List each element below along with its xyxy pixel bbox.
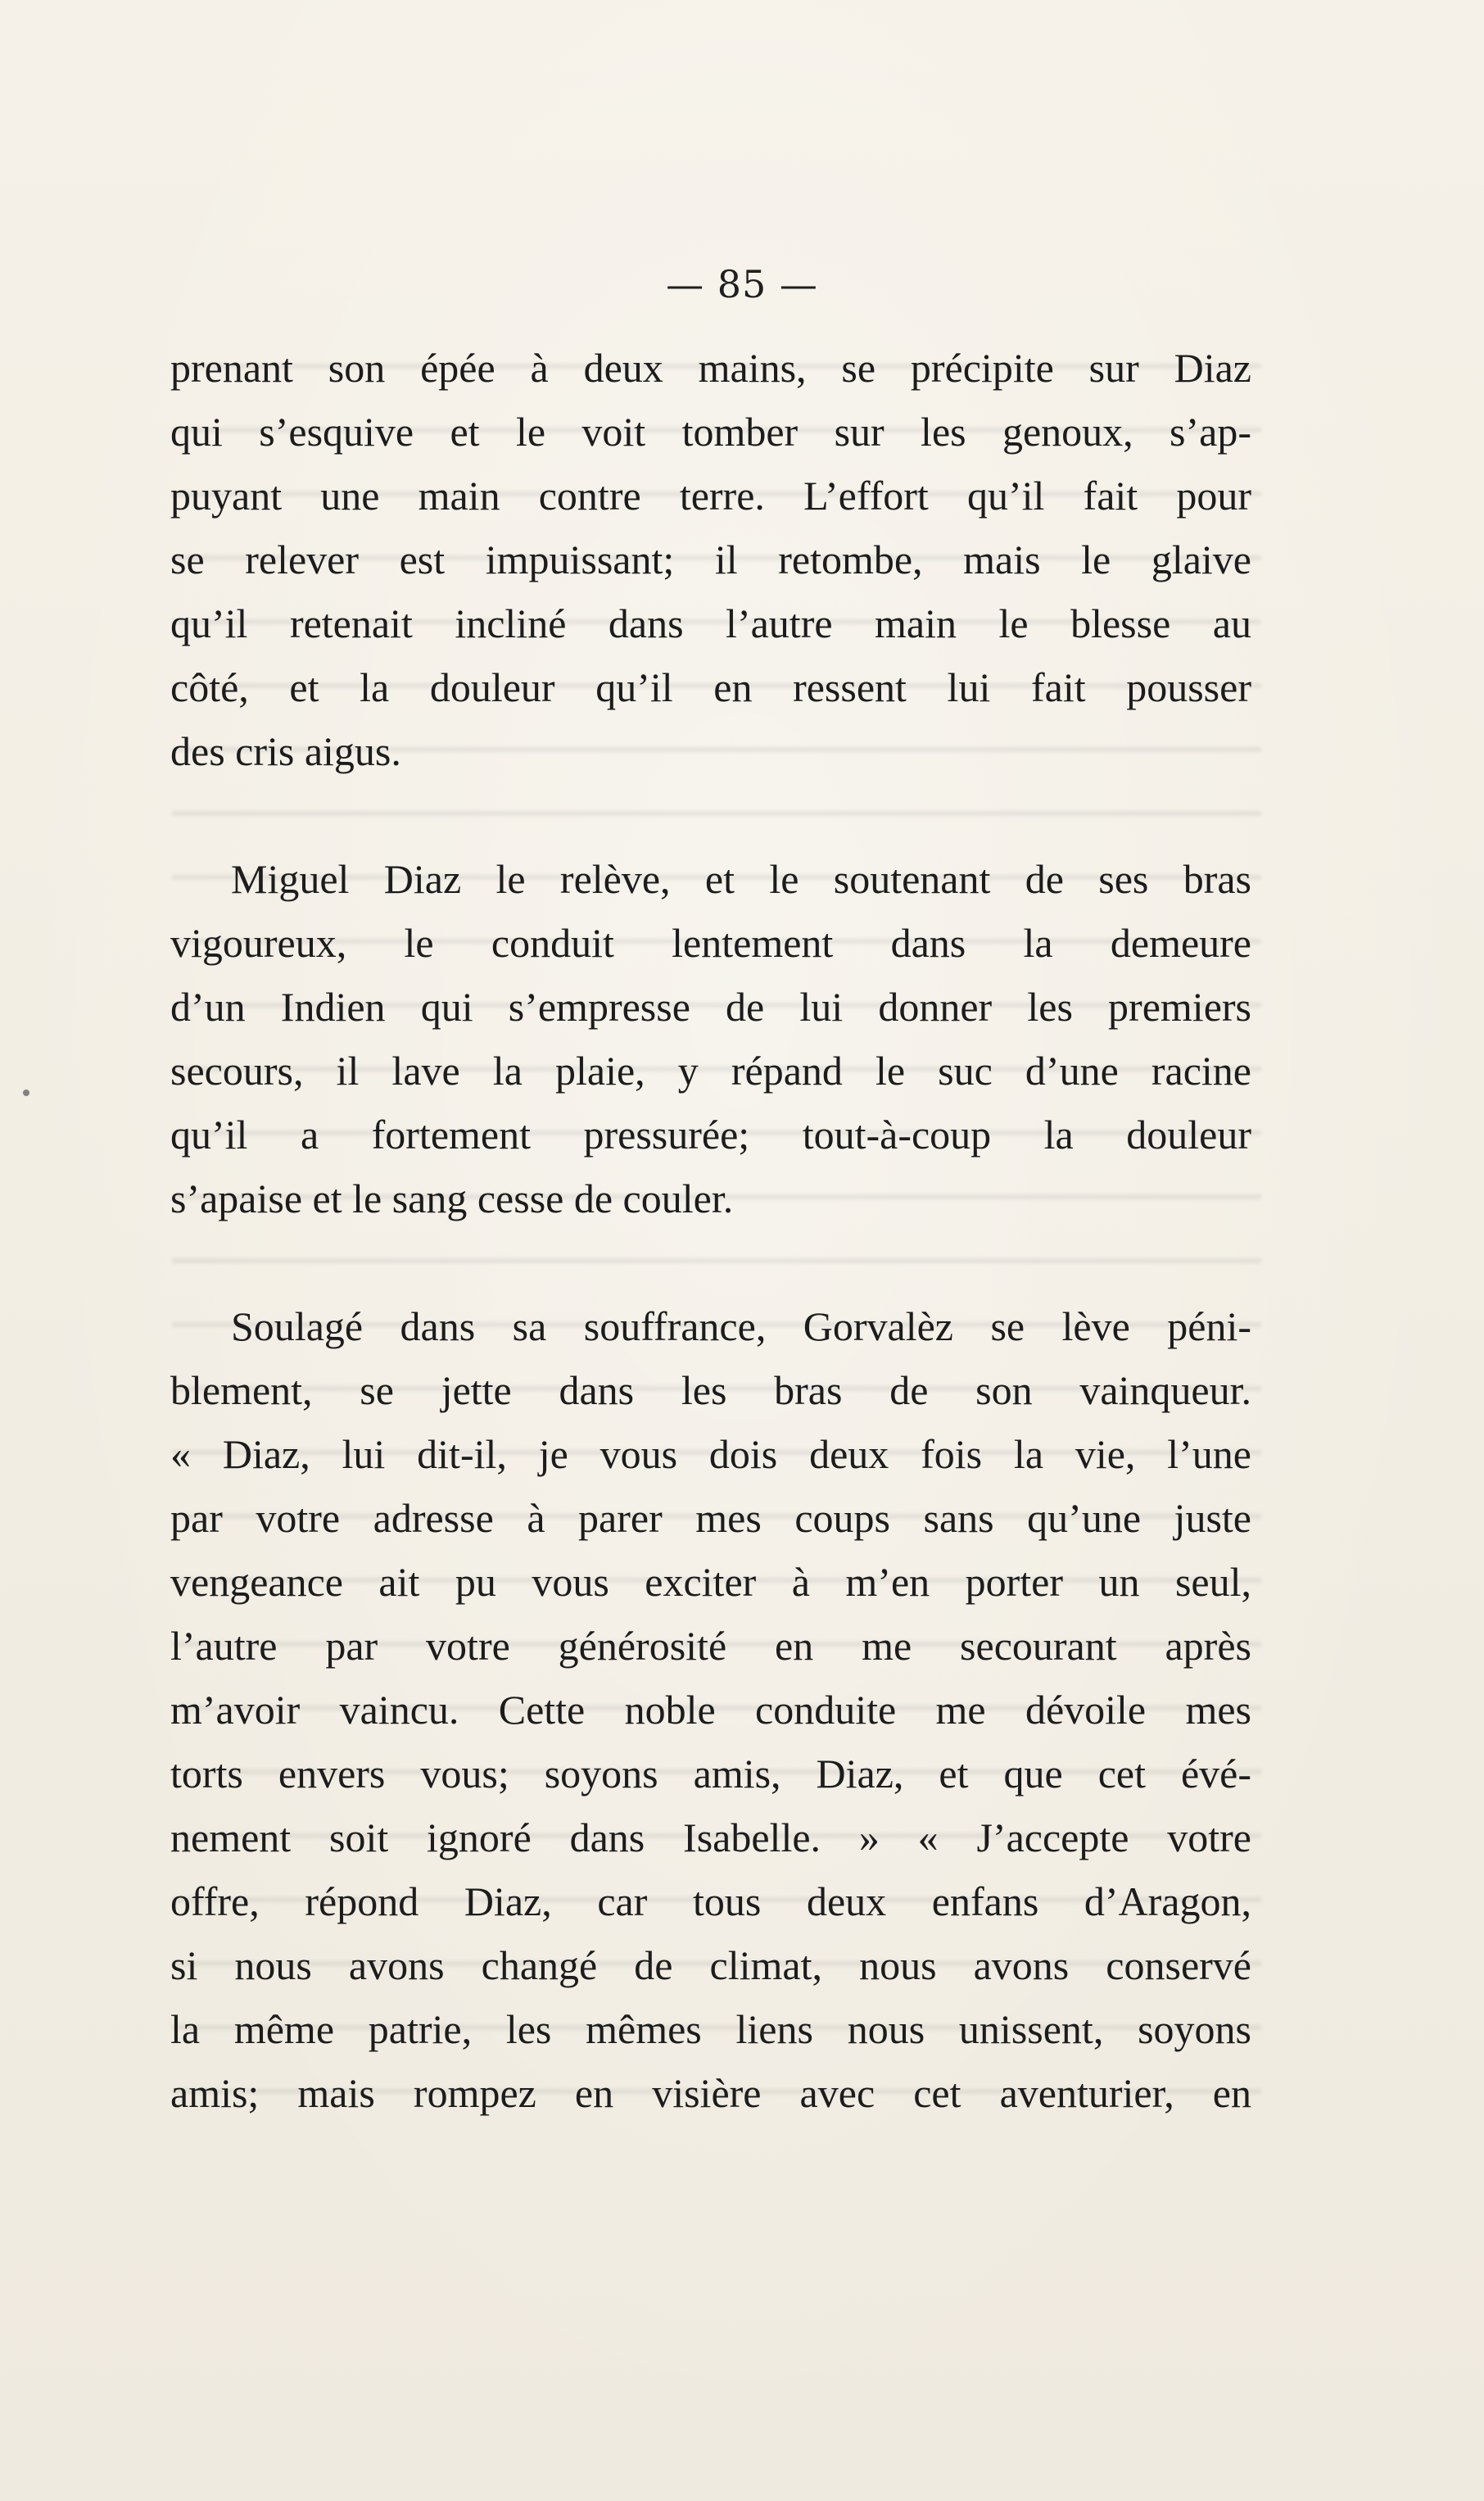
text-line: amis; mais rompez en visière avec cet aventurier, en — [170, 2070, 1251, 2116]
text-line: torts envers vous; soyons amis, Diaz, et que cet évé- — [170, 1751, 1251, 1796]
text-line: par votre adresse à parer mes coups sans qu’une juste — [170, 1495, 1251, 1541]
text-line: secours, il lave la plaie, y répand le suc d’une racine — [170, 1048, 1251, 1094]
text-line: des cris aigus. — [170, 728, 401, 774]
text-line: nement soit ignoré dans Isabelle. » « J’accepte votre — [170, 1815, 1251, 1860]
text-line: s’apaise et le sang cesse de couler. — [170, 1176, 734, 1221]
ink-speck — [23, 1090, 29, 1096]
text-line: côté, et la douleur qu’il en ressent lui fait pousser — [170, 664, 1251, 710]
paragraph-3 — [170, 1294, 1251, 2125]
body-text — [170, 336, 1251, 2125]
text-line: m’avoir vaincu. Cette noble conduite me dévoile mes — [170, 1687, 1251, 1733]
text-line: « Diaz, lui dit-il, je vous dois deux fois la vie, l’une — [170, 1431, 1251, 1477]
text-line: se relever est impuissant; il retombe, mais le glaive — [170, 537, 1251, 582]
text-line: d’un Indien qui s’empresse de lui donner les premiers — [170, 984, 1251, 1030]
text-line: Soulagé dans sa souffrance, Gorvalèz se lève péni- — [231, 1303, 1251, 1349]
text-line: prenant son épée à deux mains, se précipite sur Diaz — [170, 345, 1251, 391]
text-line: l’autre par votre générosité en me secourant après — [170, 1623, 1251, 1669]
page-number: — 85 — — [666, 262, 818, 306]
text-line: blement, se jette dans les bras de son vainqueur. — [170, 1367, 1251, 1413]
text-line: vigoureux, le conduit lentement dans la demeure — [170, 920, 1251, 966]
text-line: vengeance ait pu vous exciter à m’en porter un seul, — [170, 1559, 1251, 1605]
text-line: puyant une main contre terre. L’effort qu’il fait pour — [170, 473, 1251, 519]
text-line: si nous avons changé de climat, nous avons conservé — [170, 1942, 1251, 1988]
text-line: Miguel Diaz le relève, et le soutenant de ses bras — [231, 856, 1251, 902]
paragraph-2 — [170, 847, 1251, 1230]
text-line: offre, répond Diaz, car tous deux enfans d’Aragon, — [170, 1878, 1251, 1924]
text-line: la même patrie, les mêmes liens nous unissent, soyons — [170, 2006, 1251, 2052]
text-line: qui s’esquive et le voit tomber sur les genoux, s’ap- — [170, 409, 1251, 455]
text-line: qu’il retenait incliné dans l’autre main le blesse au — [170, 600, 1251, 646]
text-line: qu’il a fortement pressurée; tout-à-coup la douleur — [170, 1112, 1251, 1158]
paragraph-1 — [170, 336, 1251, 783]
